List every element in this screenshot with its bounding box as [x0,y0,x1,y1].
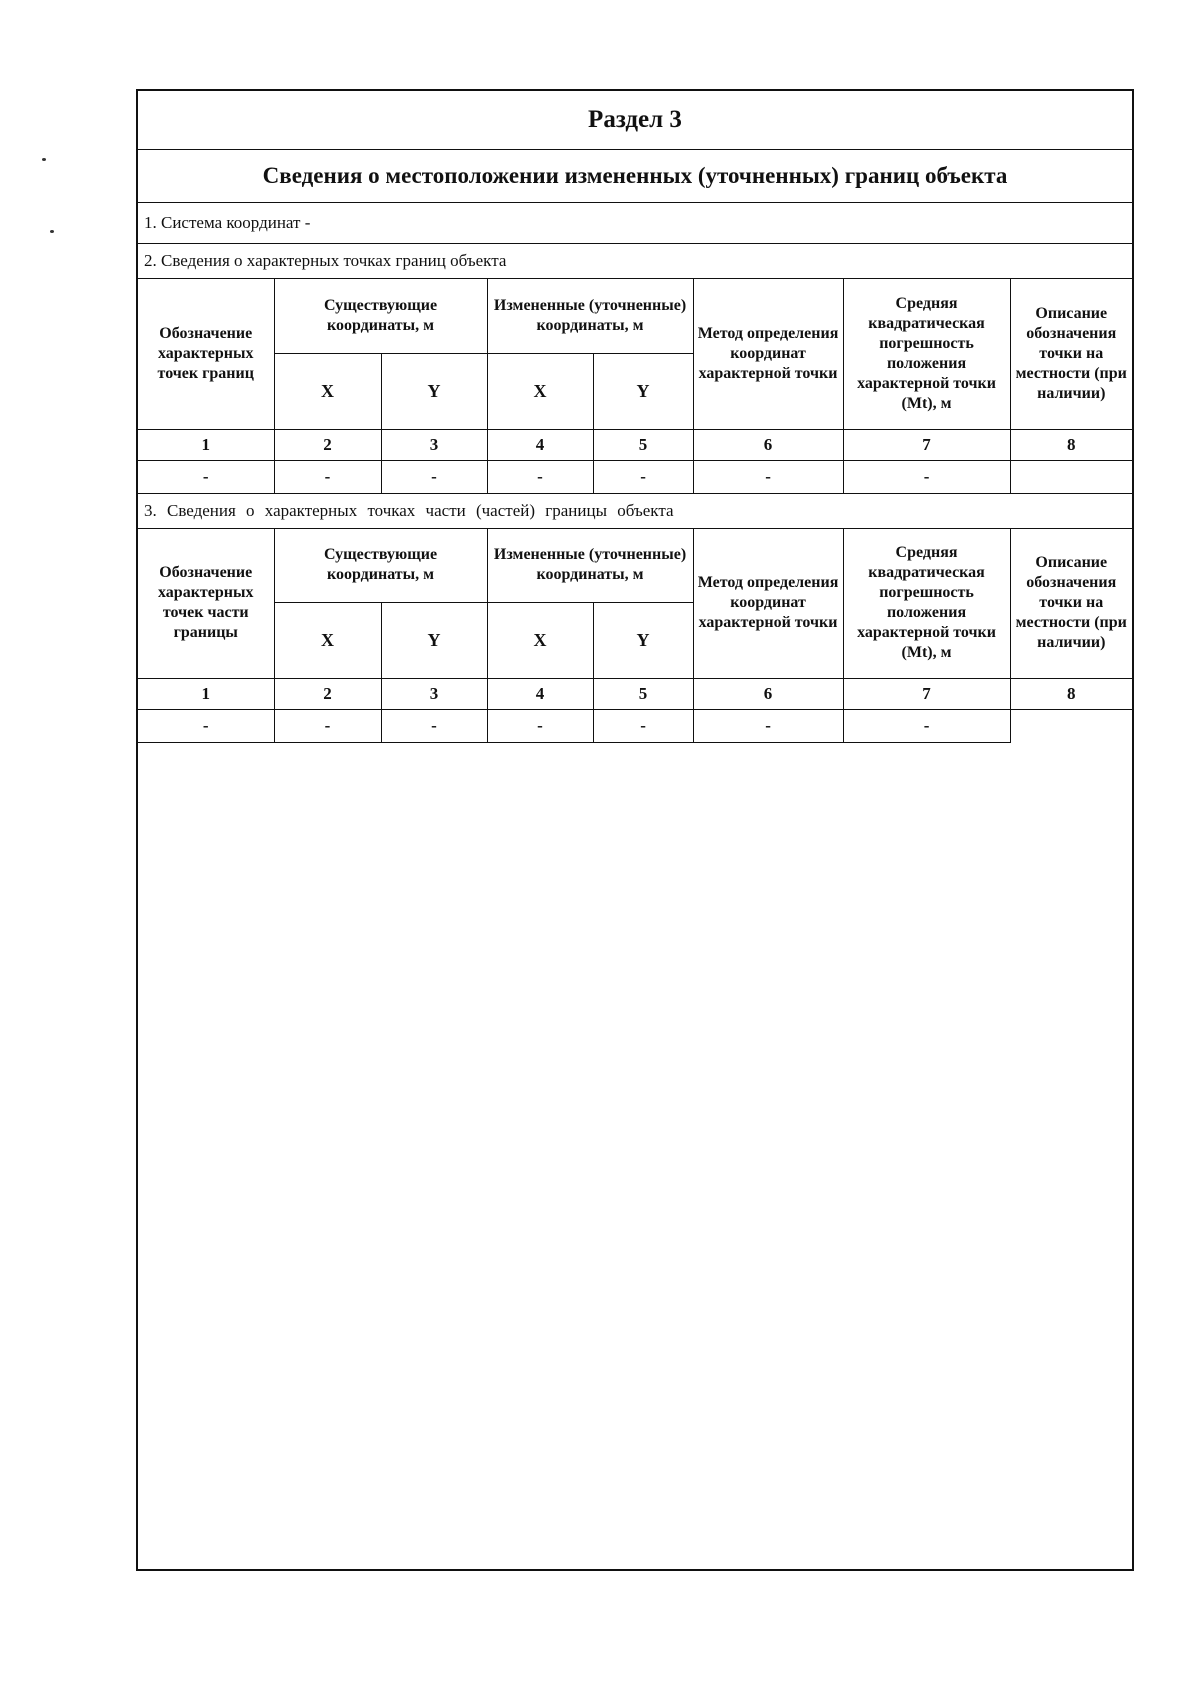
table2-col-number: 4 [487,429,593,460]
table3-header-designation: Обозначение характерных точек части границы [138,529,274,679]
table3-cell: - [593,710,693,743]
section-frame [136,89,1134,1571]
table2-col-number: 3 [381,429,487,460]
table2-col-number: 8 [1010,429,1132,460]
scan-speck [42,158,46,161]
section-title: Сведения о местоположении измененных (уточненных) границ объекта [138,150,1132,203]
table2-cell: - [593,460,693,493]
table3-col-number: 6 [693,679,843,710]
table3-cell [1010,710,1132,743]
table2 [138,279,1132,494]
table2-number-row [138,429,1132,460]
table2-data-row [138,460,1132,493]
table3 [138,529,1132,744]
coordinate-system: 1. Система координат - [138,203,1132,244]
table3-number-row [138,679,1132,710]
table2-header-error: Средняя квадратическая погрешность положения характерной точки (Mt), м [843,279,1010,429]
table2-header-changed: Измененные (уточненные) координаты, м [487,279,693,353]
section-label: Раздел 3 [138,91,1132,150]
table2-col-number: 2 [274,429,381,460]
table2-header-existing-x: X [274,353,381,429]
table3-header-changed: Измененные (уточненные) координаты, м [487,529,693,603]
table3-cell: - [487,710,593,743]
table2-header-description: Описание обозначения точки на местности (при наличии) [1010,279,1132,429]
table3-col-number: 8 [1010,679,1132,710]
table3-col-number: 4 [487,679,593,710]
table3-data-row [138,710,1132,743]
table2-col-number: 5 [593,429,693,460]
table2-cell: - [693,460,843,493]
table3-header-changed-x: X [487,603,593,679]
table2-cell: - [843,460,1010,493]
table2-header-existing: Существующие координаты, м [274,279,487,353]
table3-cell: - [693,710,843,743]
table3-caption: 3. Сведения о характерных точках части (частей) границы объекта [138,494,1132,529]
table3-col-number: 7 [843,679,1010,710]
table3-header-existing-y: Y [381,603,487,679]
table2-header-designation: Обозначение характерных точек границ [138,279,274,429]
table2-col-number: 7 [843,429,1010,460]
table3-header-method: Метод определения координат характерной точки [693,529,843,679]
table3-header-existing: Существующие координаты, м [274,529,487,603]
scan-speck [50,230,54,233]
table3-col-number: 1 [138,679,274,710]
table3-cell: - [381,710,487,743]
table3-header-changed-y: Y [593,603,693,679]
table3-col-number: 5 [593,679,693,710]
table3-cell: - [843,710,1010,743]
table2-header-changed-y: Y [593,353,693,429]
table3-cell: - [274,710,381,743]
table2-header-existing-y: Y [381,353,487,429]
table2-cell: - [138,460,274,493]
table2-cell: - [487,460,593,493]
table2-caption: 2. Сведения о характерных точках границ объекта [138,244,1132,279]
table2-cell: - [274,460,381,493]
table2-cell: - [381,460,487,493]
table2-col-number: 6 [693,429,843,460]
table3-col-number: 2 [274,679,381,710]
table2-col-number: 1 [138,429,274,460]
table3-header-description: Описание обозначения точки на местности (при наличии) [1010,529,1132,679]
table2-cell [1010,460,1132,493]
table3-header-existing-x: X [274,603,381,679]
table3-header-error: Средняя квадратическая погрешность положения характерной точки (Mt), м [843,529,1010,679]
table3-cell: - [138,710,274,743]
table2-header-method: Метод определения координат характерной точки [693,279,843,429]
table3-col-number: 3 [381,679,487,710]
table2-header-changed-x: X [487,353,593,429]
